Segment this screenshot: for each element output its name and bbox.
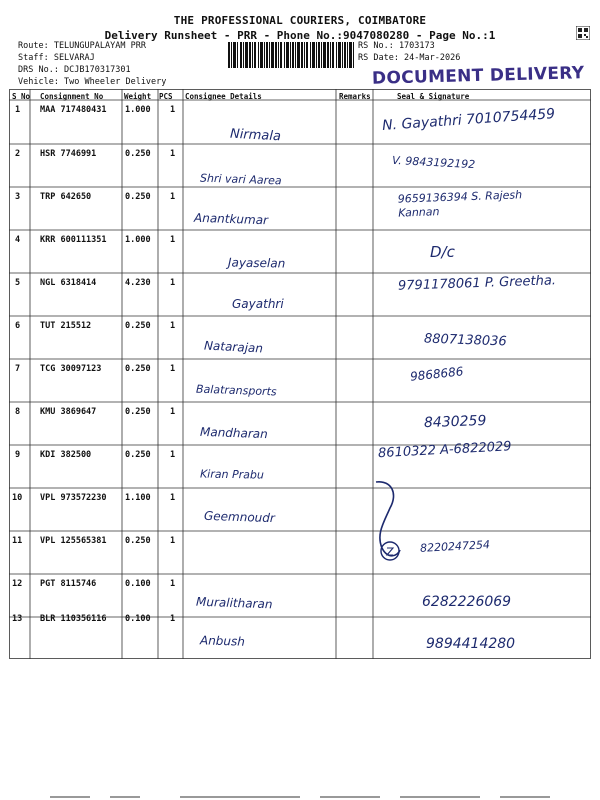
row-6-pcs: 1	[170, 321, 176, 331]
row-11-weight: 0.250	[125, 536, 151, 546]
row-6-sno: 6	[15, 321, 21, 331]
row-6-signature: 8807138036	[423, 331, 507, 350]
footer-scan-artifact	[0, 793, 600, 800]
row-5-cons: NGL 6318414	[40, 278, 97, 288]
row-1-signature: N. Gayathri 7010754459	[381, 105, 556, 135]
drs-number: DRS No.: DCJB170317301	[18, 65, 131, 75]
row-7-sno: 7	[15, 364, 21, 374]
col-seal: Seal & Signature	[397, 92, 470, 101]
row-5-pcs: 1	[170, 278, 176, 288]
row-8-signature: 8430259	[423, 412, 487, 432]
barcode-icon	[228, 42, 354, 68]
row-4-pcs: 1	[170, 235, 176, 245]
row-8-consignee: Mandharan	[199, 424, 269, 442]
col-pcs: PCS	[159, 92, 173, 101]
row-12-cons: PGT 8115746	[40, 579, 97, 589]
row-7-signature: 9868686	[409, 364, 465, 384]
row-8-sno: 8	[15, 407, 21, 417]
col-sno: S No	[12, 92, 31, 101]
row-3-weight: 0.250	[125, 192, 151, 202]
row-6-weight: 0.250	[125, 321, 151, 331]
row-10-pcs: 1	[170, 493, 176, 503]
row-9-sno: 9	[15, 450, 21, 460]
row-13-sno: 13	[12, 614, 23, 624]
row-12-sno: 12	[12, 579, 23, 589]
signature-scribble-icon	[368, 478, 428, 568]
row-10-sno: 10	[12, 493, 23, 503]
row-13-pcs: 1	[170, 614, 176, 624]
row-12-pcs: 1	[170, 579, 176, 589]
runsheet-table-grid	[9, 89, 591, 659]
row-12-consignee: Muralitharan	[195, 594, 273, 612]
row-9-cons: KDI 382500	[40, 450, 92, 460]
runsheet-subtitle: Delivery Runsheet - PRR - Phone No.:9047080280 - Page No.:1	[104, 29, 496, 42]
row-1-consignee: Nirmala	[229, 126, 282, 145]
row-2-pcs: 1	[170, 149, 176, 159]
row-11-pcs: 1	[170, 536, 176, 546]
row-11-signature: 8220247254	[419, 538, 491, 555]
row-6-cons: TUT 215512	[40, 321, 92, 331]
row-7-cons: TCG 30097123	[40, 364, 102, 374]
row-13-weight: 0.100	[125, 614, 151, 624]
row-1-sno: 1	[15, 105, 21, 115]
row-10-weight: 1.100	[125, 493, 151, 503]
row-2-consignee: Shri vari Aarea	[199, 171, 282, 188]
rs-number: RS No.: 1703173	[358, 41, 435, 51]
row-12-signature: 6282226069	[422, 594, 512, 610]
row-4-sno: 4	[15, 235, 21, 245]
row-2-cons: HSR 7746991	[40, 149, 97, 159]
document-delivery-stamp: DOCUMENT DELIVERY	[371, 63, 585, 89]
row-9-signature: 8610322 A-6822029	[377, 439, 512, 462]
qr-icon	[576, 26, 590, 40]
row-7-pcs: 1	[170, 364, 176, 374]
row-3-sno: 3	[15, 192, 21, 202]
col-consignee: Consignee Details	[185, 92, 262, 101]
row-13-consignee: Anbush	[199, 633, 246, 649]
row-7-weight: 0.250	[125, 364, 151, 374]
row-2-weight: 0.250	[125, 149, 151, 159]
row-10-cons: VPL 973572230	[40, 493, 107, 503]
row-1-pcs: 1	[170, 105, 176, 115]
company-title: THE PROFESSIONAL COURIERS, COIMBATORE	[173, 14, 427, 27]
row-2-signature: V. 9843192192	[391, 153, 476, 172]
route-label: Route: TELUNGUPALAYAM PRR	[18, 41, 146, 51]
rs-date: RS Date: 24-Mar-2026	[358, 53, 461, 63]
col-consignment: Consignment No	[40, 92, 104, 101]
col-weight: Weight	[124, 92, 152, 101]
row-5-consignee: Gayathri	[232, 297, 284, 311]
row-13-cons: BLR 110356116	[40, 614, 107, 624]
row-3-pcs: 1	[170, 192, 176, 202]
row-9-consignee: Kiran Prabu	[199, 467, 264, 482]
row-4-cons: KRR 600111351	[40, 235, 107, 245]
row-5-weight: 4.230	[125, 278, 151, 288]
row-6-consignee: Natarajan	[203, 338, 264, 356]
row-1-cons: MAA 717480431	[40, 105, 107, 115]
row-11-cons: VPL 125565381	[40, 536, 107, 546]
row-8-pcs: 1	[170, 407, 176, 417]
row-9-pcs: 1	[170, 450, 176, 460]
col-remarks: Remarks	[339, 92, 371, 101]
row-8-cons: KMU 3869647	[40, 407, 97, 417]
row-13-signature: 9894414280	[426, 636, 516, 652]
row-4-signature: D/c	[430, 243, 455, 261]
row-1-weight: 1.000	[125, 105, 151, 115]
row-5-sno: 5	[15, 278, 21, 288]
row-3-consignee: Anantkumar	[193, 210, 269, 228]
row-11-sno: 11	[12, 536, 23, 546]
row-4-consignee: Jayaselan	[227, 255, 286, 271]
row-4-weight: 1.000	[125, 235, 151, 245]
vehicle-label: Vehicle: Two Wheeler Delivery	[18, 77, 167, 87]
row-12-weight: 0.100	[125, 579, 151, 589]
row-3-signature: 9659136394 S. Rajesh Kannan	[397, 188, 523, 220]
staff-label: Staff: SELVARAJ	[18, 53, 95, 63]
row-5-signature: 9791178061 P. Greetha.	[397, 273, 557, 294]
row-9-weight: 0.250	[125, 450, 151, 460]
row-10-consignee: Geemnoudr	[203, 508, 276, 526]
row-7-consignee: Balatransports	[195, 382, 277, 399]
row-2-sno: 2	[15, 149, 21, 159]
row-3-cons: TRP 642650	[40, 192, 92, 202]
row-8-weight: 0.250	[125, 407, 151, 417]
